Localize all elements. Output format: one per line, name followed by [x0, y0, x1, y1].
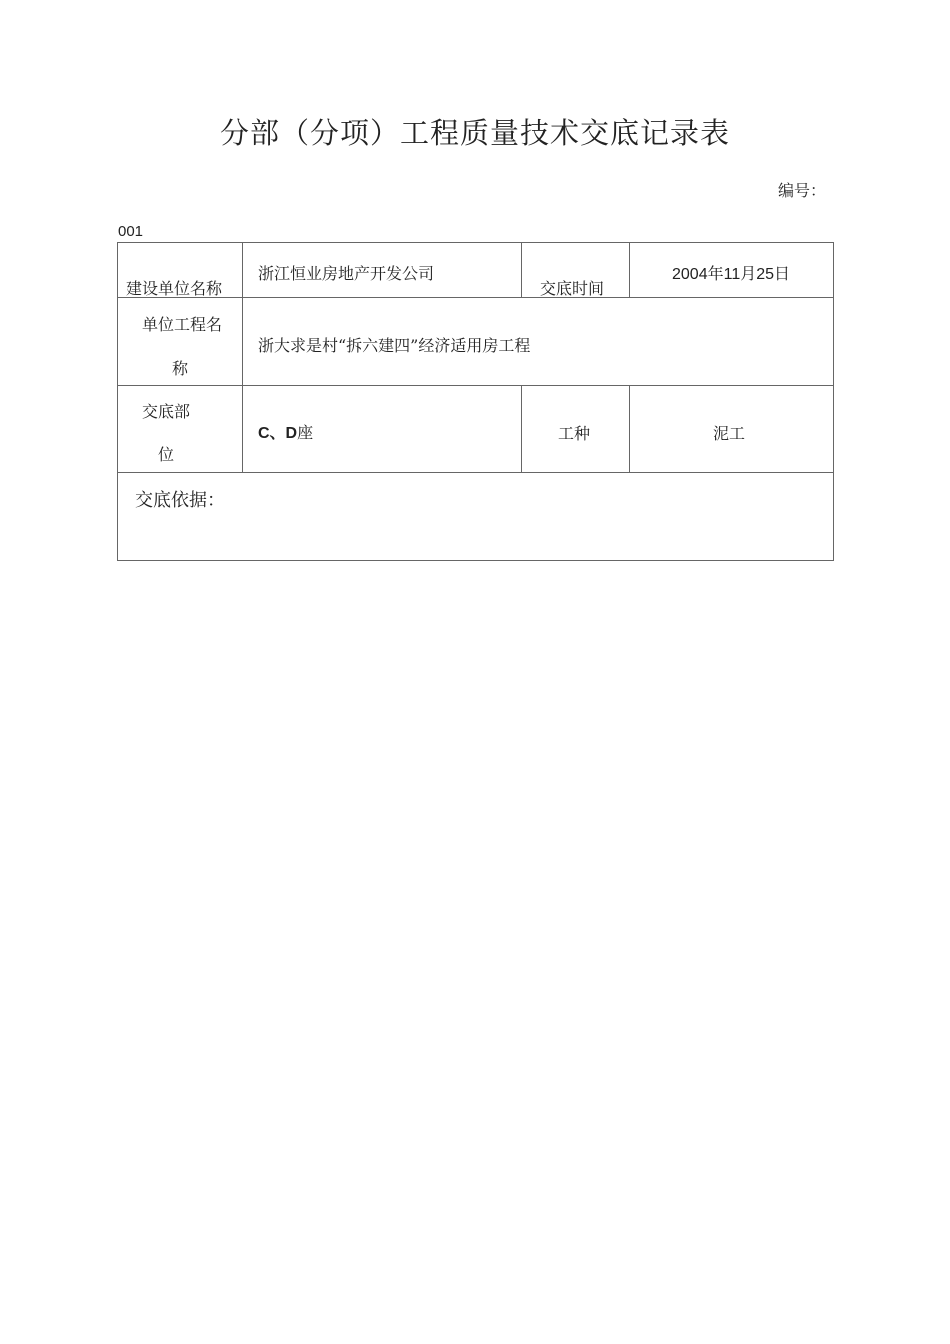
- location-label-line1: 交底部: [142, 402, 191, 421]
- location-label-line2: 位: [158, 445, 175, 464]
- date-value: [672, 261, 790, 284]
- table-row-location: [118, 386, 834, 473]
- trade-label: 工种: [558, 424, 591, 443]
- location-value-cell: [243, 386, 522, 473]
- date-label-cell: [522, 243, 630, 298]
- location-unit: 座: [297, 423, 314, 442]
- basis-label: 交底依据：: [135, 490, 225, 511]
- table-row-basis: [118, 473, 834, 561]
- location-label-cell: [118, 386, 243, 473]
- project-value: 浙大求是村“拆六建四”经济适用房工程: [258, 336, 531, 355]
- project-label-cell: [118, 298, 243, 386]
- date-value-cell: [630, 243, 834, 298]
- basis-cell: [118, 473, 834, 561]
- location-value: [258, 420, 313, 443]
- date-day: 25: [756, 266, 775, 283]
- project-value-cell: [243, 298, 834, 386]
- location-code: C、D: [258, 425, 298, 442]
- code-label: 编号：: [778, 181, 827, 200]
- builder-value-cell: [243, 243, 522, 298]
- project-label-line1: 单位工程名: [142, 315, 223, 334]
- table-row-builder: [118, 243, 834, 298]
- code-value: 001: [118, 223, 144, 240]
- trade-label-cell: [522, 386, 630, 473]
- date-year: 2004: [672, 266, 708, 283]
- date-month-unit: 月: [740, 264, 757, 283]
- date-year-unit: 年: [707, 264, 724, 283]
- page-title: 分部（分项）工程质量技术交底记录表: [219, 116, 730, 150]
- date-label: 交底时间: [540, 279, 605, 298]
- project-label-line2: 称: [172, 359, 189, 378]
- trade-value-cell: [630, 386, 834, 473]
- builder-label: 建设单位名称: [126, 279, 223, 298]
- trade-value: 泥工: [713, 424, 746, 443]
- record-table: [117, 242, 834, 561]
- table-row-project: [118, 298, 834, 386]
- builder-label-cell: [118, 243, 243, 298]
- date-day-unit: 日: [774, 264, 791, 283]
- date-month: 11: [723, 266, 741, 283]
- builder-value: 浙江恒业房地产开发公司: [258, 264, 435, 283]
